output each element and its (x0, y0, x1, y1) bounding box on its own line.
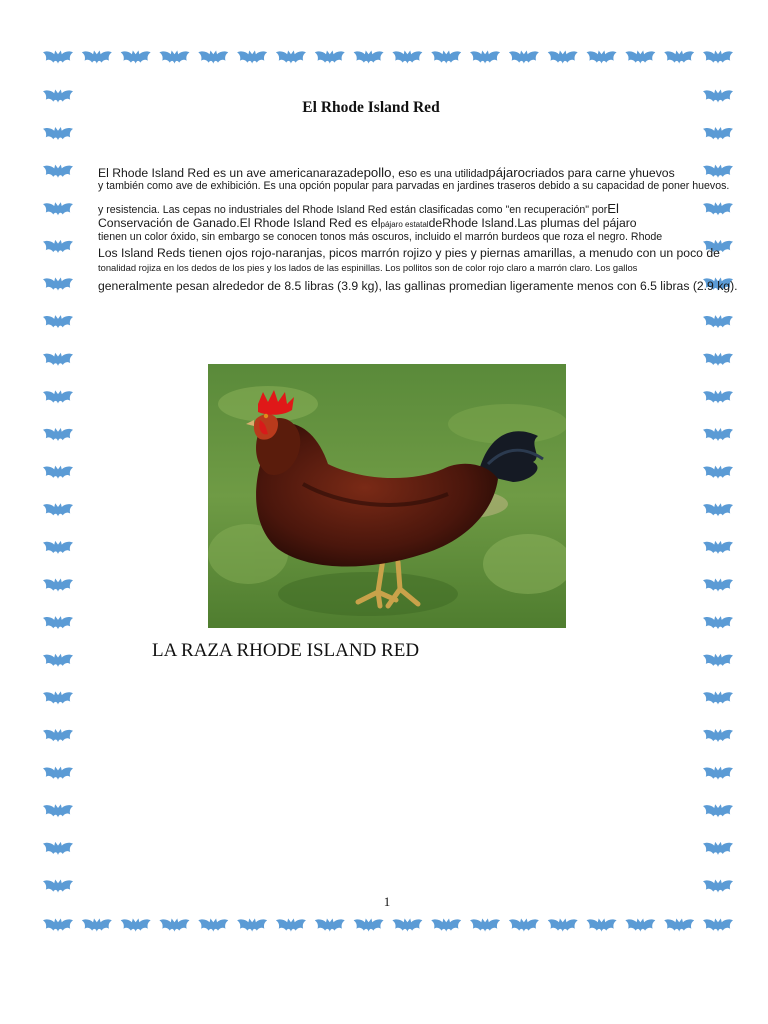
bat-icon (703, 390, 733, 403)
text-run: Rhode Island.Las plumas del pájaro (442, 216, 637, 231)
bat-icon (43, 240, 73, 253)
bat-icon (276, 918, 306, 931)
bat-icon (703, 804, 733, 817)
bat-icon (43, 466, 73, 479)
bat-icon (548, 50, 578, 63)
bat-icon (121, 918, 151, 931)
bat-icon (703, 541, 733, 554)
bat-icon (121, 50, 151, 63)
text-run: de (428, 216, 443, 231)
bat-icon (159, 50, 189, 63)
document-title: El Rhode Island Red (302, 99, 440, 116)
text-run: Los Island Reds tienen ojos rojo-naranjas, picos marrón rojizo y pies y piernas amarillas, a menudo con un poco de (98, 246, 720, 261)
bat-icon (276, 50, 306, 63)
bat-icon (237, 918, 267, 931)
bat-icon (431, 918, 461, 931)
bat-icon (198, 50, 228, 63)
bat-icon (703, 654, 733, 667)
bat-icon (43, 842, 73, 855)
rooster-photo (208, 364, 566, 628)
bat-icon (43, 654, 73, 667)
bat-icon (664, 50, 694, 63)
body-line (98, 280, 738, 295)
text-run: pájaro estatal (380, 220, 429, 230)
text-run: Conservación de Ganado.El Rhode Island Red es el (98, 216, 381, 231)
bat-icon (43, 165, 73, 178)
bat-icon (703, 50, 733, 63)
bat-icon (43, 503, 73, 516)
bat-icon (703, 127, 733, 140)
bat-icon (587, 50, 617, 63)
body-line (98, 166, 738, 181)
bat-icon (43, 616, 73, 629)
body-line (98, 263, 738, 278)
bat-icon (43, 278, 73, 291)
bat-icon (315, 918, 345, 931)
bat-icon (43, 879, 73, 892)
bat-icon (587, 918, 617, 931)
bat-icon (509, 50, 539, 63)
bat-icon (43, 127, 73, 140)
bat-icon (703, 578, 733, 591)
bat-icon (43, 353, 73, 366)
bat-icon (43, 767, 73, 780)
bat-icon (43, 804, 73, 817)
bat-icon (703, 616, 733, 629)
bat-icon (237, 50, 267, 63)
bat-icon (509, 918, 539, 931)
body-line (98, 217, 738, 232)
text-run: tonalidad rojiza en los dedos de los pies y los lados de las espinillas. Los pollitos son de color rojo claro a marrón claro. Los gallos (98, 261, 638, 273)
text-run: y resistencia. Las cepas no industriales del Rhode Island Red están clasificadas como "en recuperación" por (98, 204, 608, 217)
bat-icon (43, 390, 73, 403)
bat-icon (703, 428, 733, 441)
bat-icon (470, 50, 500, 63)
text-run: generalmente pesan alrededor de 8.5 libras (3.9 kg), las gallinas promedian ligeramente menos con 6.5 libras (2.9 kg). (98, 278, 738, 293)
bat-icon (703, 842, 733, 855)
bat-icon (43, 50, 73, 63)
bat-icon (354, 50, 384, 63)
bat-icon (43, 202, 73, 215)
bat-icon (392, 50, 422, 63)
bat-icon (198, 918, 228, 931)
body-paragraph (98, 166, 738, 295)
text-run: El (607, 201, 619, 217)
bat-icon (354, 918, 384, 931)
text-run: pájaro (488, 165, 525, 180)
text-run: y también como ave de exhibición. Es una opción popular para parvadas en jardines traseros debido a su capacidad de poner huevos. (98, 180, 730, 193)
text-run: El Rhode Island Red es un ave americanarazade (98, 166, 364, 180)
bat-icon (43, 918, 73, 931)
body-line (98, 232, 738, 247)
bat-icon (703, 691, 733, 704)
bat-icon (43, 541, 73, 554)
bat-icon (703, 729, 733, 742)
page-number: 1 (383, 894, 391, 909)
bat-icon (625, 918, 655, 931)
bat-icon (703, 315, 733, 328)
bat-icon (315, 50, 345, 63)
bat-icon (43, 428, 73, 441)
text-run: criados para carne yhuevos (524, 166, 675, 180)
bat-icon (392, 918, 422, 931)
bat-icon (43, 578, 73, 591)
bat-icon (43, 315, 73, 328)
text-run: tienen un color óxido, sin embargo se conocen tonos más oscuros, incluido el marrón burdeos que roza el negro. Rhode (98, 231, 663, 244)
text-run: pollo (363, 165, 392, 180)
bat-icon (431, 50, 461, 63)
bat-icon (703, 503, 733, 516)
bat-icon (43, 729, 73, 742)
bat-icon (82, 50, 112, 63)
bat-icon (703, 879, 733, 892)
bat-icon (664, 918, 694, 931)
bat-icon (470, 918, 500, 931)
bat-icon (703, 918, 733, 931)
bat-icon (43, 691, 73, 704)
bat-icon (703, 353, 733, 366)
bat-icon (703, 767, 733, 780)
text-run: , es (391, 166, 412, 180)
body-line (98, 202, 738, 217)
bat-icon (159, 918, 189, 931)
photo-caption: LA RAZA RHODE ISLAND RED (152, 640, 420, 661)
body-line (98, 181, 738, 196)
bat-icon (548, 918, 578, 931)
bat-icon (82, 918, 112, 931)
bat-icon (625, 50, 655, 63)
body-line (98, 247, 738, 262)
bat-icon (703, 466, 733, 479)
text-run: o es una utilidad (411, 168, 489, 180)
